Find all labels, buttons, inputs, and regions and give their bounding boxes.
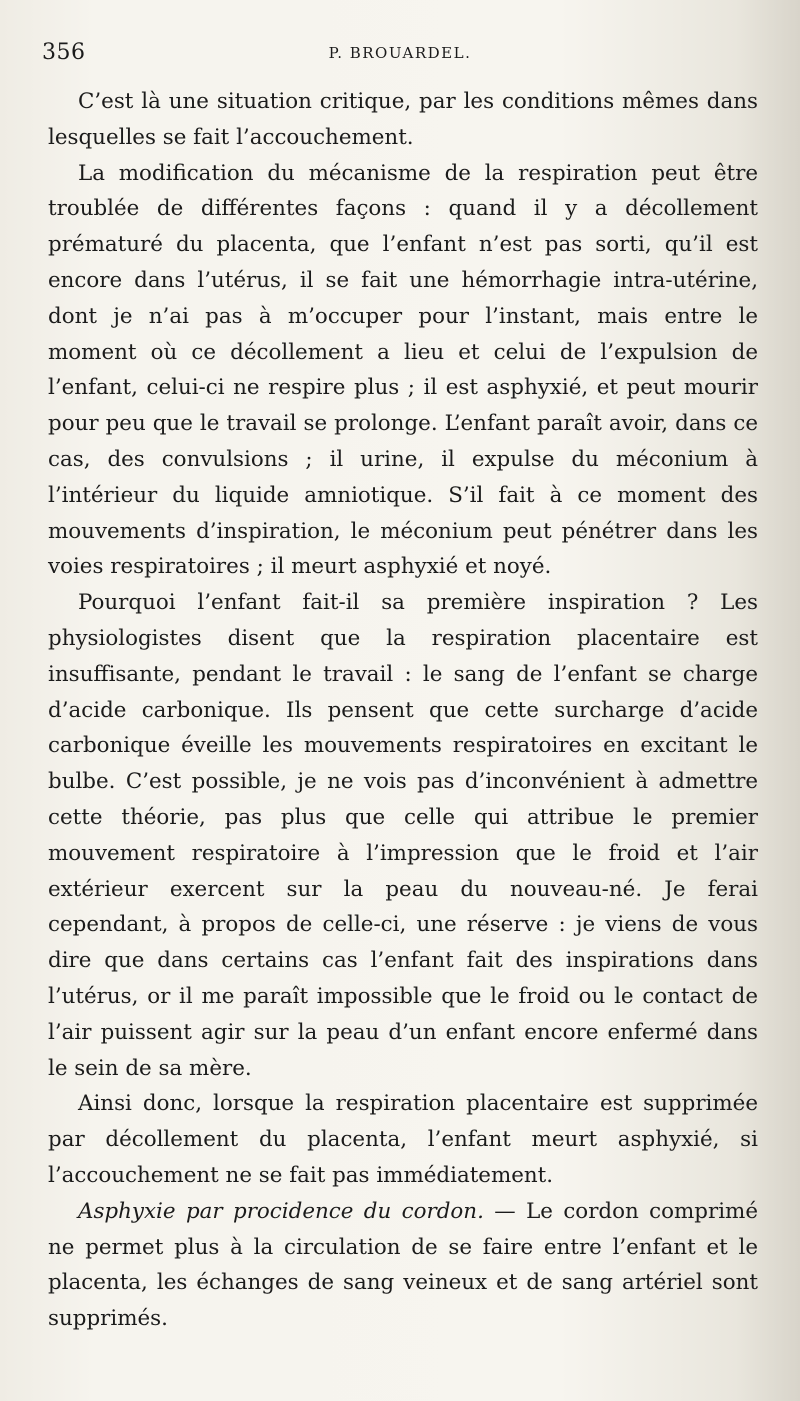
body-text [48,84,758,1337]
page-number: 356 [42,40,86,65]
running-head [42,40,758,70]
section-heading: Asphyxie par procidence du cordon. [78,1198,484,1224]
paragraph-critical-situation: C’est là une situation critique, par les conditions mêmes dans lesquelles se fait l’accouchement. [48,89,758,150]
paragraph-cord-procidence [48,1194,758,1337]
running-title: P. BROUARDEL. [328,44,472,62]
paragraph-conclusion: Ainsi donc, lorsque la respiration placentaire est supprimée par décollement du placenta, l’enfant meurt asphyxié, si l’accouchement ne se fait pas immédiatement. [48,1091,758,1188]
paragraph-first-inspiration: Pourquoi l’enfant fait-il sa première inspiration ? Les physiologistes disent que la respiration placentaire est insuffisante, pendant le travail : le sang de l’enfant se charge d’acide carbonique. Ils pensent que cette surcharge d’acide carbonique éveille les mouvements respiratoires en excitant le bulbe. C’est possible, je ne vois pas d’inconvénient à admettre cette théorie, pas plus que celle qui attribue le premier mouvement respiratoire à l’impression que le froid et l’air extérieur exercent sur la peau du nouveau-né. Je ferai cependant, à propos de celle-ci, une réserve : je viens de vous dire que dans certains cas l’enfant fait des inspirations dans l’utérus, or il me paraît impossible que le froid ou le contact de l’air puissent agir sur la peau d’un enfant encore enfermé dans le sein de sa mère. [48,590,758,1081]
section-text: — Le cordon comprimé ne permet plus à la circulation de se faire entre l’enfant et le placenta, les échanges de sang veineux et de sang artériel sont supprimés. [48,1198,759,1332]
paragraph-placenta-detachment: La modification du mécanisme de la respiration peut être troublée de différentes façons : quand il y a décollement prématuré du placenta, que l’enfant n’est pas sorti, qu’il est encore dans l’utérus, il se fait une hémorrhagie intra-utérine, dont je n’ai pas à m’occuper pour l’instant, mais entre le moment où ce décollement a lieu et celui de l’expulsion de l’enfant, celui-ci ne respire plus ; il est asphyxié, et peut mourir pour peu que le travail se prolonge. L’enfant paraît avoir, dans ce cas, des convulsions ; il urine, il expulse du méconium à l’intérieur du liquide amniotique. S’il fait à ce moment des mouvements d’inspiration, le méconium peut pénétrer dans les voies respiratoires ; il meurt asphyxié et noyé. [48,160,758,580]
